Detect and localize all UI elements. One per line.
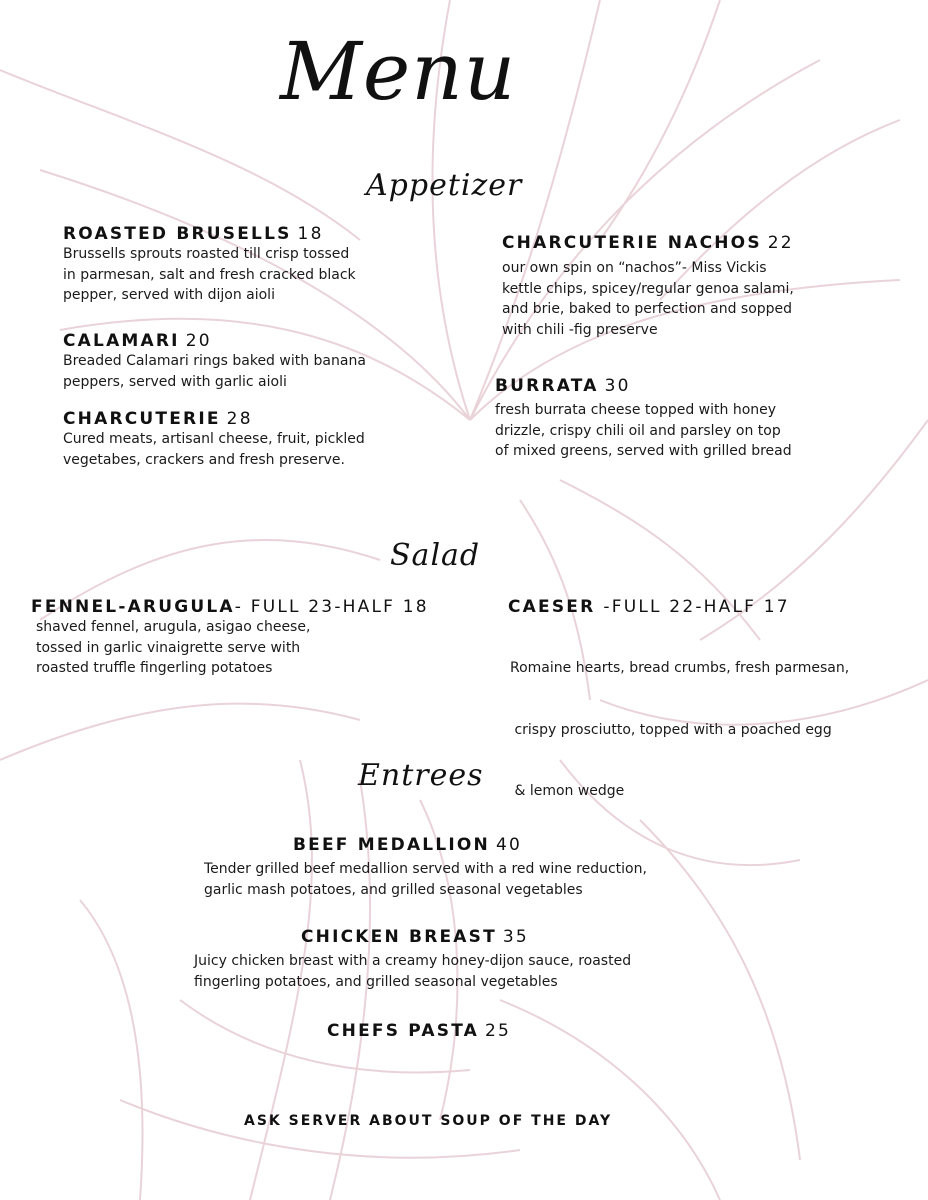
item-name: FENNEL-ARUGULA	[31, 597, 235, 617]
item-name: CHARCUTERIE NACHOS	[502, 233, 762, 253]
item-description: our own spin on “nachos”- Miss Vickis kettle chips, spicey/regular genoa salami, and brie, baked to perfection and sopped with chili -fig preserve	[502, 260, 794, 338]
item-name: ROASTED BRUSELLS	[63, 224, 292, 244]
item-name: CAESER	[508, 597, 596, 617]
menu-item	[31, 597, 429, 679]
menu-item	[495, 376, 792, 462]
menu-item	[508, 597, 849, 843]
soup-of-the-day-note: ASK SERVER ABOUT SOUP OF THE DAY	[244, 1113, 613, 1129]
item-description: Cured meats, artisanl cheese, fruit, pickled vegetabes, crackers and fresh preserve.	[63, 431, 365, 468]
item-name: CHICKEN BREAST	[301, 927, 497, 947]
item-price: 25	[485, 1021, 512, 1041]
item-price: 30	[604, 376, 631, 396]
menu-title: Menu	[280, 25, 517, 118]
item-price: -FULL 22-HALF 17	[603, 597, 790, 617]
menu-item	[327, 1021, 511, 1041]
section-heading-entrees: Entrees	[358, 758, 484, 793]
item-description: Brussells sprouts roasted till crisp tossed in parmesan, salt and fresh cracked black pepper, served with dijon aioli	[63, 246, 356, 303]
item-price: 40	[495, 835, 523, 855]
menu-item	[63, 331, 366, 392]
item-description: fresh burrata cheese topped with honey drizzle, crispy chili oil and parsley on top of mixed greens, served with grilled bread	[495, 402, 792, 459]
item-price: 22	[767, 233, 794, 253]
menu-item	[194, 927, 631, 992]
item-name: BURRATA	[495, 376, 599, 396]
item-price: 18	[297, 224, 324, 244]
item-name: CHEFS PASTA	[327, 1021, 480, 1041]
menu-item	[63, 224, 356, 306]
item-name: CALAMARI	[63, 331, 180, 351]
item-name: CHARCUTERIE	[63, 409, 221, 429]
menu-item	[502, 233, 794, 340]
item-price: 28	[226, 409, 253, 429]
item-description: shaved fennel, arugula, asigao cheese, tossed in garlic vinaigrette serve with roasted truffle fingerling potatoes	[36, 619, 311, 676]
section-heading-salad: Salad	[390, 538, 481, 573]
item-description: Breaded Calamari rings baked with banana peppers, served with garlic aioli	[63, 353, 366, 390]
item-description: Juicy chicken breast with a creamy honey-dijon sauce, roasted fingerling potatoes, and grilled seasonal vegetables	[194, 953, 632, 990]
menu-item	[63, 409, 365, 470]
item-price: 20	[185, 331, 212, 351]
item-description: Romaine hearts, bread crumbs, fresh parmesan, crispy prosciutto, topped with a poached egg & lemon wedge	[510, 660, 850, 799]
item-name: BEEF MEDALLION	[293, 835, 490, 855]
section-heading-appetizer: Appetizer	[366, 168, 523, 203]
menu-item	[204, 835, 647, 900]
item-description: Tender grilled beef medallion served with a red wine reduction, garlic mash potatoes, and grilled seasonal vegetables	[204, 861, 647, 898]
item-price: - FULL 23-HALF 18	[234, 597, 429, 617]
item-price: 35	[502, 927, 529, 947]
